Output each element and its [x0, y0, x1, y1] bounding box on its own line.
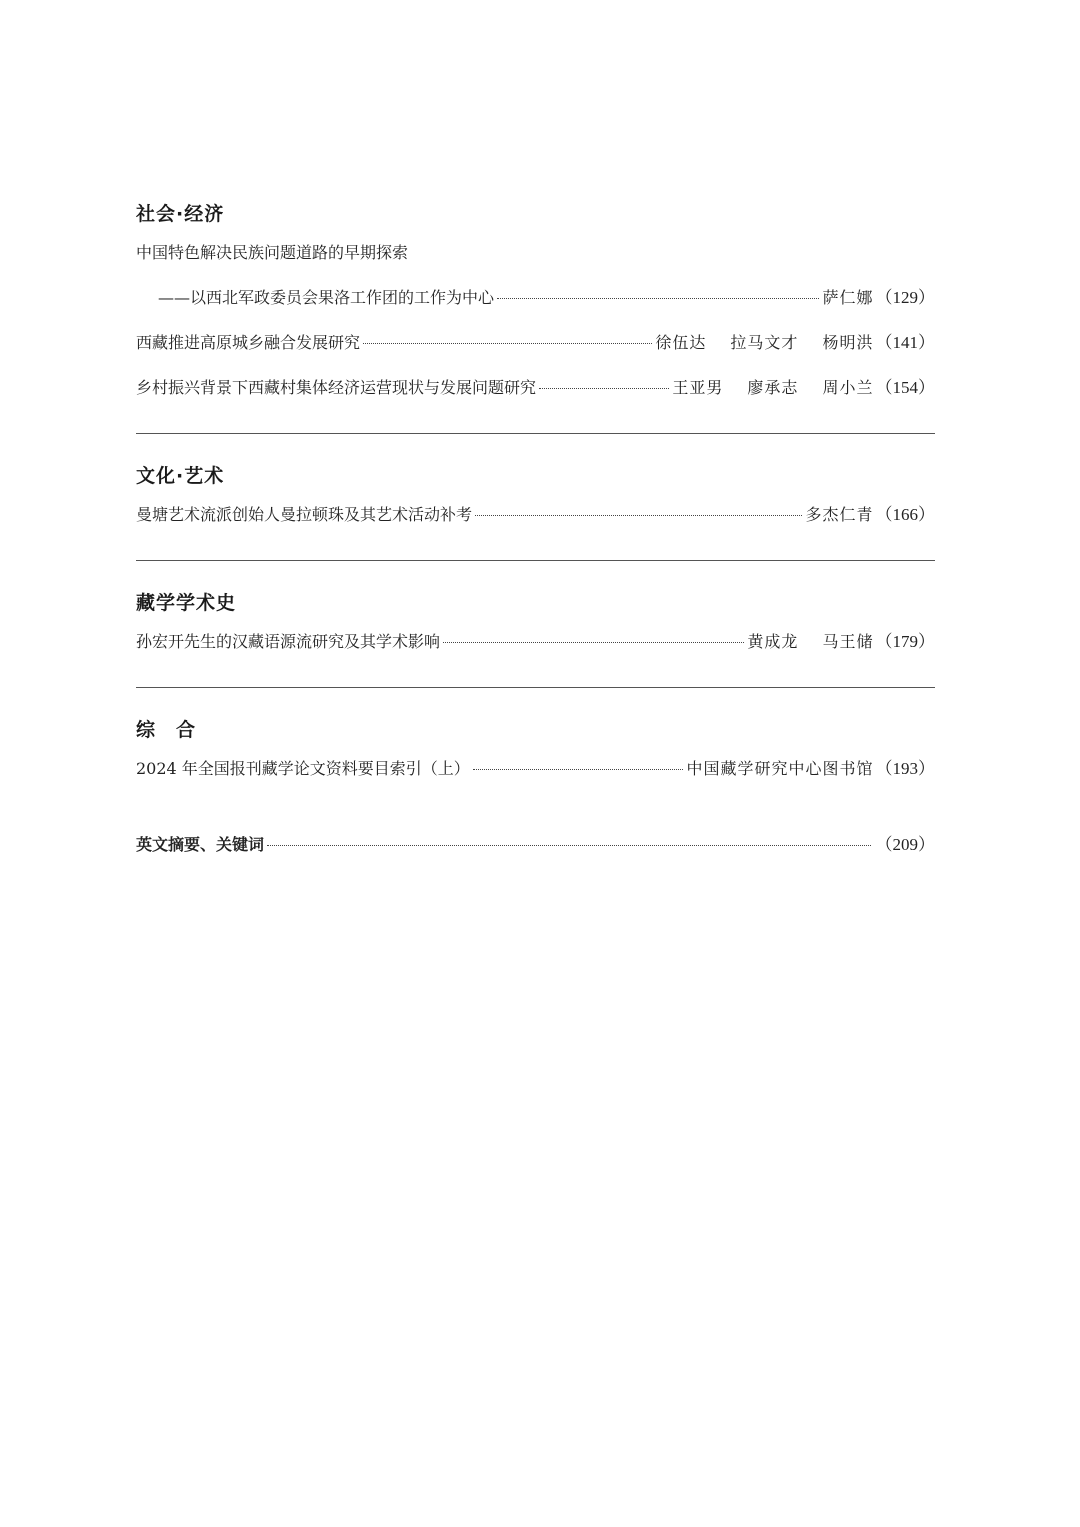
toc-entry[interactable]	[136, 332, 935, 354]
entry-title: ——以西北军政委员会果洛工作团的工作为中心	[158, 288, 495, 307]
entry-author: 萨仁娜	[822, 288, 874, 307]
toc-entry[interactable]	[136, 242, 935, 264]
section-heading: 文化·艺术	[136, 465, 225, 487]
dot-leader	[363, 339, 652, 344]
entry-title: 英文摘要、关键词	[136, 835, 265, 854]
entry-page-number: （166）	[875, 505, 935, 524]
entry-title: 乡村振兴背景下西藏村集体经济运营现状与发展问题研究	[136, 378, 537, 397]
toc-entry-subtitle[interactable]	[136, 287, 935, 309]
section-divider	[136, 687, 935, 688]
entry-author: 黄成龙 马王储	[747, 632, 874, 651]
section-comprehensive	[136, 712, 935, 780]
table-of-contents	[136, 196, 935, 856]
entry-page-number: （209）	[875, 835, 935, 854]
dot-leader	[497, 294, 819, 299]
section-heading: 综 合	[136, 719, 197, 741]
toc-entry[interactable]	[136, 504, 935, 526]
entry-title: 中国特色解决民族问题道路的早期探索	[136, 243, 409, 262]
entry-page-number: （129）	[875, 288, 935, 307]
entry-author: 中国藏学研究中心图书馆	[686, 759, 874, 778]
spacer	[136, 780, 935, 834]
entry-page-number: （141）	[875, 333, 935, 352]
dot-leader	[267, 841, 870, 846]
entry-title: 孙宏开先生的汉藏语源流研究及其学术影响	[136, 632, 441, 651]
toc-entry[interactable]	[136, 377, 935, 399]
section-heading: 社会·经济	[136, 203, 225, 225]
toc-entry[interactable]	[136, 758, 935, 780]
section-society-economy	[136, 196, 935, 399]
section-divider	[136, 560, 935, 561]
entry-author: 多杰仁青	[805, 505, 874, 524]
dot-leader	[473, 765, 684, 770]
entry-title: 2024 年全国报刊藏学论文资料要目索引（上）	[136, 759, 470, 778]
toc-entry[interactable]	[136, 631, 935, 653]
dot-leader	[443, 638, 744, 643]
section-tibetology-history	[136, 585, 935, 653]
entry-page-number: （193）	[875, 759, 935, 778]
entry-title: 西藏推进高原城乡融合发展研究	[136, 333, 361, 352]
entry-author: 王亚男 廖承志 周小兰	[672, 378, 874, 397]
entry-page-number: （154）	[875, 378, 935, 397]
entry-title: 曼塘艺术流派创始人曼拉顿珠及其艺术活动补考	[136, 505, 473, 524]
section-heading: 藏学学术史	[136, 592, 237, 614]
entry-page-number: （179）	[875, 632, 935, 651]
dot-leader	[539, 384, 669, 389]
section-divider	[136, 433, 935, 434]
section-culture-art	[136, 458, 935, 526]
entry-author: 徐伍达 拉马文才 杨明洪	[655, 333, 874, 352]
toc-entry-english-abstracts[interactable]	[136, 834, 935, 856]
dot-leader	[475, 511, 802, 516]
